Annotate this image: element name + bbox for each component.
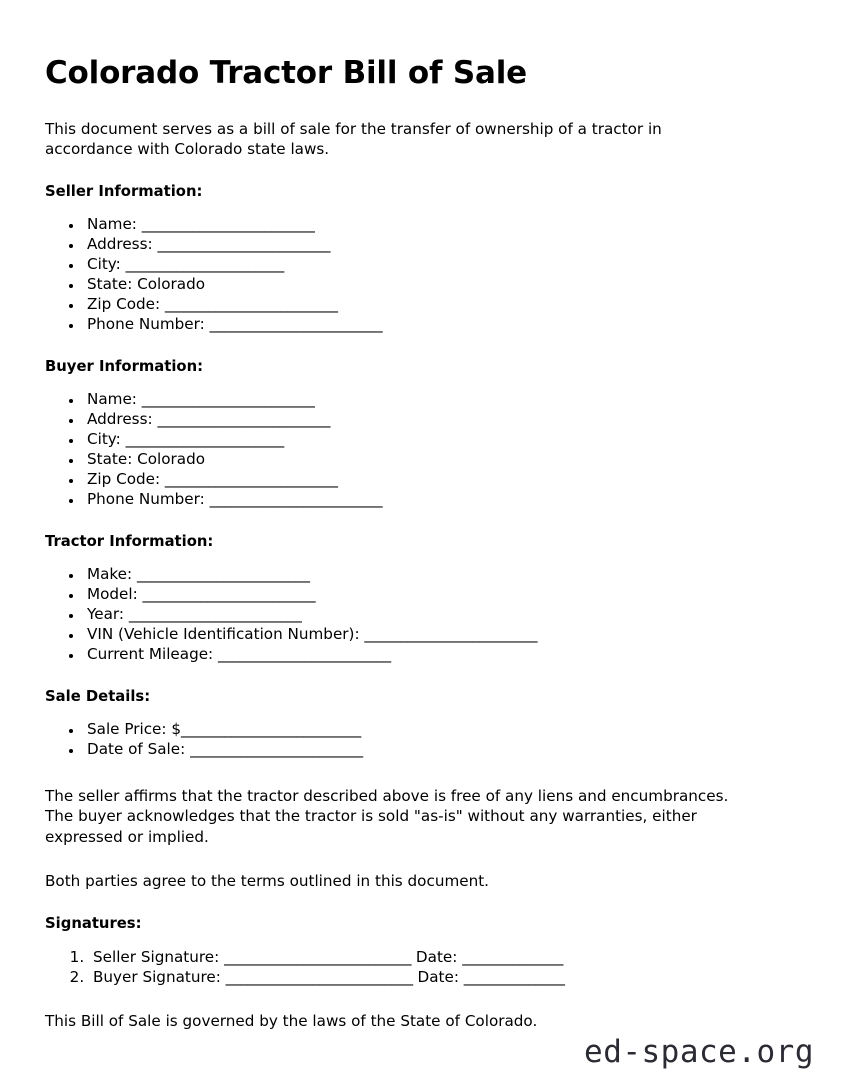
site-watermark: ed-space.org [584,1034,814,1070]
date-blank[interactable]: ______________ [463,967,565,986]
field-label: Phone Number: [87,315,210,334]
field-blank[interactable]: ________________________ [190,740,363,759]
list-item [83,739,792,759]
field-label: Name: [87,389,142,408]
field-blank[interactable]: ________________________ [141,214,315,233]
field-label: Zip Code: [87,295,165,314]
sale-details-list [45,719,792,759]
list-item [83,449,792,469]
field-blank[interactable]: ________________________ [141,389,315,408]
signature-label: Seller Signature: [93,947,225,966]
field-label: Date of Sale: [87,740,191,759]
field-label: Address: [87,234,158,253]
list-item [83,489,792,509]
field-label: Phone Number: [87,490,210,509]
date-label: Date: [411,947,463,966]
list-item [83,564,792,584]
field-label: City: [87,254,126,273]
seller-information-heading: Seller Information: [45,183,203,201]
field-blank[interactable]: ________________________ [164,295,338,314]
field-blank[interactable]: ________________________ [128,605,302,624]
list-item [83,644,792,664]
field-label: Address: [87,410,158,429]
buyer-fields-list [45,389,792,509]
field-label: Name: [87,214,142,233]
list-item [83,584,792,604]
list-item [83,254,792,274]
list-item [83,294,792,314]
field-label: Zip Code: [87,470,165,489]
list-item [83,719,792,739]
field-blank[interactable]: ________________________ [157,410,331,429]
intro-paragraph: This document serves as a bill of sale for the transfer of ownership of a tractor in accordance with Colorado state laws. [45,119,662,158]
field-blank[interactable]: ________________________ [364,625,538,644]
list-item [83,314,792,334]
list-item [83,409,792,429]
field-label: Model: [87,585,143,604]
field-label: Make: [87,565,137,584]
signature-label: Buyer Signature: [93,967,226,986]
list-item [83,624,792,644]
field-blank[interactable]: ______________________ [125,254,284,273]
field-blank[interactable]: ________________________ [209,490,383,509]
governing-law-paragraph: This Bill of Sale is governed by the laws of the State of Colorado. [45,1012,538,1031]
date-blank[interactable]: ______________ [462,947,563,966]
field-blank[interactable]: ________________________ [209,315,383,334]
list-item [83,234,792,254]
field-label: City: [87,430,126,449]
signature-blank[interactable]: __________________________ [225,967,413,986]
seller-fields-list [45,214,792,334]
signatures-heading: Signatures: [45,915,142,933]
list-item [83,274,792,294]
field-blank[interactable]: _________________________ [181,720,361,739]
tractor-fields-list [45,564,792,664]
field-label: State: Colorado [87,275,206,294]
field-blank[interactable]: ______________________ [125,430,284,449]
tractor-information-heading: Tractor Information: [45,533,214,551]
list-item [83,469,792,489]
list-item [83,389,792,409]
agreement-paragraph: Both parties agree to the terms outlined in this document. [45,871,489,890]
signature-blank[interactable]: __________________________ [224,947,412,966]
field-label: Year: [87,605,129,624]
list-item [89,967,792,987]
buyer-information-heading: Buyer Information: [45,358,204,376]
date-label: Date: [412,967,464,986]
list-item [89,947,792,967]
field-label: VIN (Vehicle Identification Number): [87,625,365,644]
list-item [83,604,792,624]
affirmation-paragraph: The seller affirms that the tractor described above is free of any liens and encumbrances. The buyer acknowledges that the tractor is sold "as-is" without any warranties, either expressed or implied. [45,787,729,846]
sale-details-heading: Sale Details: [45,688,151,706]
field-blank[interactable]: ________________________ [164,470,338,489]
field-label: Current Mileage: [87,645,218,664]
signatures-list [45,947,792,987]
field-blank[interactable]: ________________________ [142,585,316,604]
field-blank[interactable]: ________________________ [136,565,310,584]
field-label: Sale Price: $ [87,720,181,739]
field-blank[interactable]: ________________________ [218,645,391,664]
list-item [83,429,792,449]
page-title: Colorado Tractor Bill of Sale [45,55,527,91]
list-item [83,214,792,234]
field-blank[interactable]: ________________________ [157,234,331,253]
field-label: State: Colorado [87,450,206,469]
